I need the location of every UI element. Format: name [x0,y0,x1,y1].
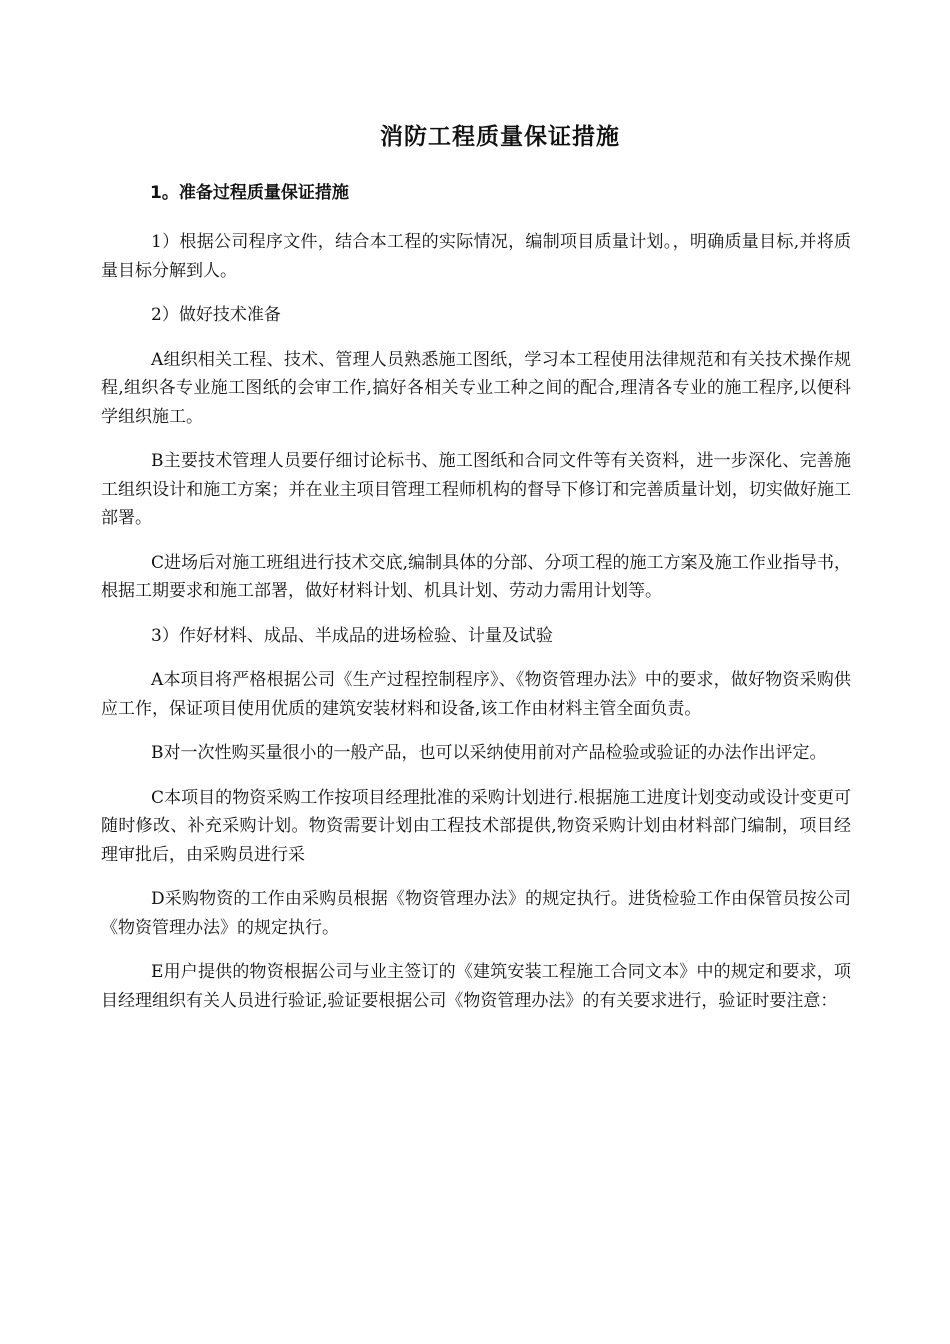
document-body [101,228,851,1031]
paragraph: 3）作好材料、成品、半成品的进场检验、计量及试验 [151,625,553,646]
paragraph: C本项目的物资采购工作按项目经理批准的采购计划进行.根据施工进度计划变动或设计变更可随时修改、补充采购计划。物资需要计划由工程技术部提供,物资采购计划由材料部门编制，项目经理审批后，由采购员进行采 [101,787,851,865]
paragraph: A组织相关工程、技术、管理人员熟悉施工图纸，学习本工程使用法律规范和有关技术操作规程,组织各专业施工图纸的会审工作,搞好各相关专业工种之间的配合,理清各专业的施工程序,以便科学组织施工。 [101,349,851,427]
paragraph: B主要技术管理人员要仔细讨论标书、施工图纸和合同文件等有关资料，进一步深化、完善施工组织设计和施工方案；并在业主项目管理工程师机构的督导下修订和完善质量计划，切实做好施工部署。 [101,451,851,528]
paragraph: 2）做好技术准备 [151,305,281,325]
paragraph: 1）根据公司程序文件，结合本工程的实际情况，编制项目质量计划。，明确质量目标,并将质量目标分解到人。 [101,232,851,281]
document-title: 消防工程质量保证措施 [380,124,620,150]
section-heading: 1。准备过程质量保证措施 [150,183,349,203]
paragraph: A本项目将严格根据公司《生产过程控制程序》、《物资管理办法》中的要求，做好物资采购供应工作，保证项目使用优质的建筑安装材料和设备,该工作由材料主管全面负责。 [101,670,851,719]
paragraph: E用户提供的物资根据公司与业主签订的《建筑安装工程施工合同文本》中的规定和要求，项目经理组织有关人员进行验证,验证要根据公司《物资管理办法》的有关要求进行，验证时要注意： [101,962,851,1011]
paragraph: B对一次性购买量很小的一般产品，也可以采纳使用前对产品检验或验证的办法作出评定。 [151,743,827,763]
paragraph: D采购物资的工作由采购员根据《物资管理办法》的规定执行。进货检验工作由保管员按公司《物资管理办法》的规定执行。 [101,889,851,938]
paragraph: C进场后对施工班组进行技术交底,编制具体的分部、分项工程的施工方案及施工作业指导书，根据工期要求和施工部署，做好材料计划、机具计划、劳动力需用计划等。 [101,552,851,601]
